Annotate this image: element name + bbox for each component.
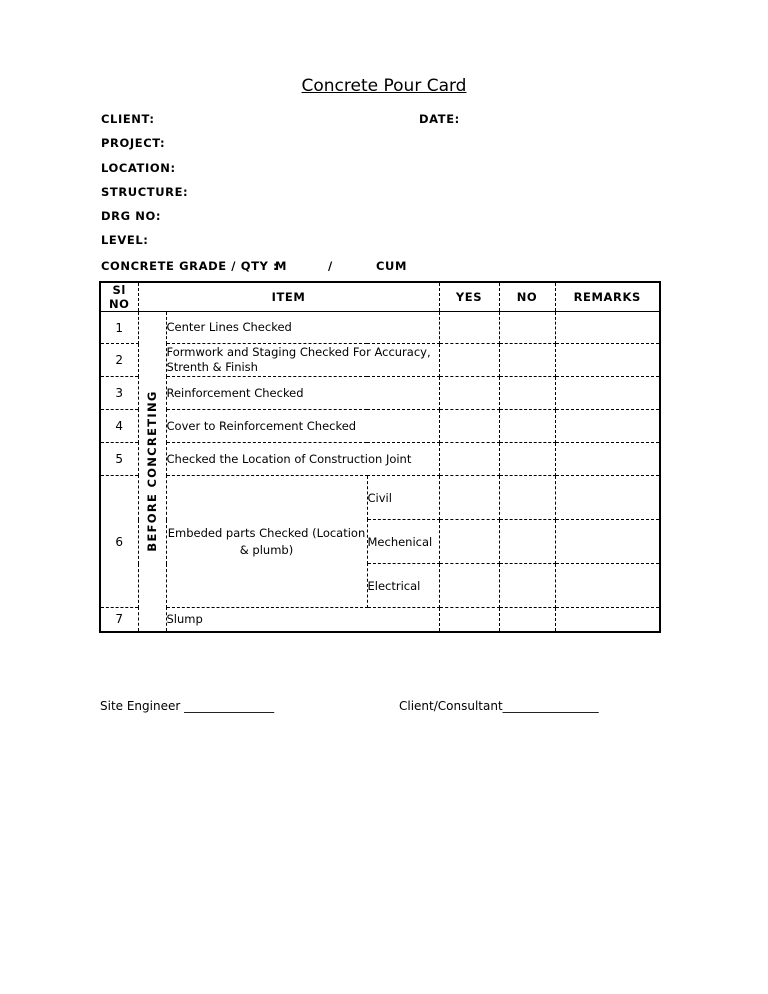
row-number: 7 <box>100 608 138 632</box>
header-no: NO <box>499 282 555 312</box>
client-label: CLIENT: <box>101 112 155 126</box>
table-row <box>100 608 660 632</box>
table-header-row <box>100 282 660 312</box>
table-row <box>100 476 660 520</box>
yes-cell[interactable] <box>439 344 499 377</box>
row-item: Formwork and Staging Checked For Accuracy, Strenth & Finish <box>166 344 439 377</box>
remarks-cell[interactable] <box>555 520 660 564</box>
no-cell[interactable] <box>499 608 555 632</box>
no-cell[interactable] <box>499 443 555 476</box>
grade-label: CONCRETE GRADE / QTY : <box>101 259 279 273</box>
row-number: 4 <box>100 410 138 443</box>
table-row <box>100 344 660 377</box>
yes-cell[interactable] <box>439 520 499 564</box>
row-item: Checked the Location of Construction Joint <box>166 443 439 476</box>
date-label: DATE: <box>419 112 460 126</box>
no-cell[interactable] <box>499 312 555 344</box>
no-cell[interactable] <box>499 344 555 377</box>
sub-item-electrical: Electrical <box>367 564 439 608</box>
header-remarks: REMARKS <box>555 282 660 312</box>
row-number: 2 <box>100 344 138 377</box>
header-yes: YES <box>439 282 499 312</box>
table-row <box>100 377 660 410</box>
table-row <box>100 410 660 443</box>
site-engineer-signature: Site Engineer _______________ <box>100 699 275 713</box>
drg-no-label: DRG NO: <box>101 209 162 223</box>
page-title: Concrete Pour Card <box>301 76 467 96</box>
grade-cum: CUM <box>376 259 408 273</box>
yes-cell[interactable] <box>439 476 499 520</box>
row-number: 5 <box>100 443 138 476</box>
section-label: BEFORE CONCRETING <box>145 390 159 552</box>
row-item: Center Lines Checked <box>166 312 439 344</box>
row-item: Slump <box>166 608 439 632</box>
yes-cell[interactable] <box>439 608 499 632</box>
yes-cell[interactable] <box>439 377 499 410</box>
header-sl-no: Sl NO <box>100 282 138 312</box>
sub-item-civil: Civil <box>367 476 439 520</box>
structure-label: STRUCTURE: <box>101 185 189 199</box>
yes-cell[interactable] <box>439 564 499 608</box>
yes-cell[interactable] <box>439 312 499 344</box>
grade-m: M <box>275 259 288 273</box>
table-row <box>100 312 660 344</box>
row-number: 1 <box>100 312 138 344</box>
no-cell[interactable] <box>499 377 555 410</box>
no-cell[interactable] <box>499 410 555 443</box>
remarks-cell[interactable] <box>555 564 660 608</box>
section-cell <box>138 312 166 632</box>
no-cell[interactable] <box>499 476 555 520</box>
row-item: Cover to Reinforcement Checked <box>166 410 439 443</box>
yes-cell[interactable] <box>439 410 499 443</box>
sub-item-mechanical: Mechenical <box>367 520 439 564</box>
row-item: Embeded parts Checked (Location & plumb) <box>166 476 367 608</box>
pour-card-table <box>99 281 661 633</box>
yes-cell[interactable] <box>439 443 499 476</box>
remarks-cell[interactable] <box>555 344 660 377</box>
remarks-cell[interactable] <box>555 410 660 443</box>
header-item: ITEM <box>138 282 439 312</box>
no-cell[interactable] <box>499 564 555 608</box>
remarks-cell[interactable] <box>555 608 660 632</box>
row-item: Reinforcement Checked <box>166 377 439 410</box>
grade-slash: / <box>328 259 333 273</box>
level-label: LEVEL: <box>101 233 149 247</box>
row-number: 3 <box>100 377 138 410</box>
remarks-cell[interactable] <box>555 476 660 520</box>
no-cell[interactable] <box>499 520 555 564</box>
location-label: LOCATION: <box>101 161 176 175</box>
project-label: PROJECT: <box>101 136 166 150</box>
remarks-cell[interactable] <box>555 312 660 344</box>
remarks-cell[interactable] <box>555 443 660 476</box>
table-row <box>100 443 660 476</box>
remarks-cell[interactable] <box>555 377 660 410</box>
row-number: 6 <box>100 476 138 608</box>
client-consultant-signature: Client/Consultant________________ <box>399 699 599 713</box>
